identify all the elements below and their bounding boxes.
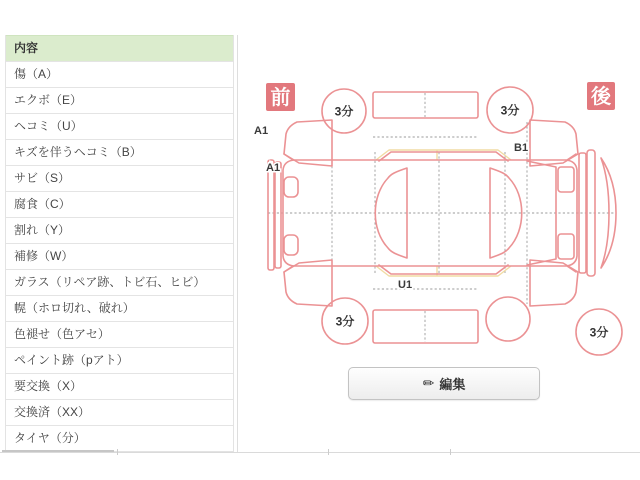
legend-row-corrosion: 腐食（C） — [6, 191, 233, 217]
mark-u1: U1 — [398, 279, 413, 291]
edit-button-label: 編集 — [439, 377, 466, 392]
fender-top-right — [530, 120, 578, 166]
next-table-first-cell-border — [2, 450, 114, 452]
mark-a1-fender: A1 — [254, 125, 269, 137]
tire-label-spare: 3分 — [589, 325, 609, 340]
headlight-left — [284, 177, 298, 197]
legend-row-dent: ヘコミ（U） — [6, 113, 233, 139]
legend-row-rust: サビ（S） — [6, 165, 233, 191]
damage-legend-table — [5, 35, 234, 452]
fender-bottom-right — [530, 260, 578, 306]
diagram-car-outline — [268, 87, 622, 355]
legend-row-dent-scratch: キズを伴うヘコミ（B） — [6, 139, 233, 165]
next-table-divider — [328, 449, 329, 455]
legend-row-repair: 補修（W） — [6, 243, 233, 269]
legend-row-crack: 割れ（Y） — [6, 217, 233, 243]
edit-button[interactable] — [348, 367, 540, 400]
legend-row-fade: 色褪せ（色アセ） — [6, 321, 233, 347]
front-bumper-inner — [275, 162, 281, 268]
rear-badge-label: 後 — [591, 86, 611, 108]
side-sill-bottom — [373, 310, 478, 343]
front-badge-label: 前 — [270, 87, 291, 109]
taillight-right — [558, 234, 574, 259]
mark-a1-bumper: A1 — [266, 162, 281, 174]
tire-bottom-right-circle — [486, 297, 530, 341]
car-damage-diagram — [240, 55, 640, 375]
legend-row-scratch: 傷（A） — [6, 61, 233, 87]
next-table-divider — [450, 449, 451, 455]
tire-label-bottom-left: 3分 — [335, 314, 355, 329]
tire-label-top-right: 3分 — [500, 103, 520, 118]
column-divider — [237, 35, 238, 452]
legend-row-replaced: 交換済（XX） — [6, 399, 233, 425]
tire-label-top-left: 3分 — [334, 104, 354, 119]
legend-header: 内容 — [6, 35, 233, 61]
mark-b1: B1 — [514, 142, 529, 154]
next-table-top-border — [0, 452, 640, 453]
legend-row-needs-replace: 要交換（X） — [6, 373, 233, 399]
rear-badge — [587, 82, 615, 110]
front-badge — [266, 83, 295, 111]
next-table-divider — [117, 449, 118, 455]
pencil-icon: ✏ — [422, 374, 435, 391]
legend-row-hood-tear: 幌（ホロ切れ、破れ） — [6, 295, 233, 321]
legend-row-dimple: エクボ（E） — [6, 87, 233, 113]
legend-row-tire: タイヤ（分） — [6, 425, 233, 451]
front-bumper-outer — [268, 160, 274, 270]
legend-row-glass: ガラス（リペア跡、トビ石、ヒビ） — [6, 269, 233, 295]
headlight-right — [284, 235, 298, 255]
legend-row-paint-trace: ペイント跡（pアト） — [6, 347, 233, 373]
taillight-left — [558, 167, 574, 192]
side-sill-top — [373, 92, 478, 118]
